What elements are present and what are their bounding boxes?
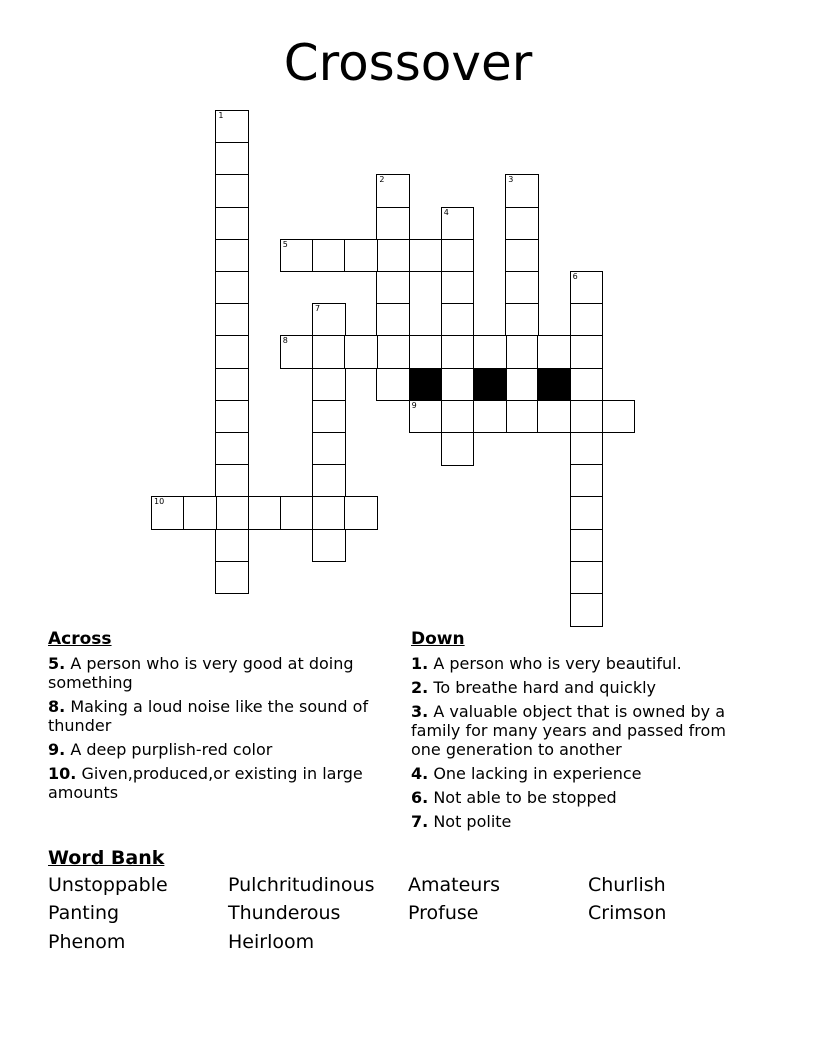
grid-cell[interactable] (441, 368, 475, 402)
grid-cell[interactable] (473, 335, 507, 369)
grid-cell[interactable] (409, 400, 443, 434)
grid-cell[interactable] (376, 239, 410, 273)
grid-cell[interactable] (376, 303, 410, 337)
grid-cell[interactable] (280, 239, 314, 273)
grid-cell[interactable] (312, 432, 346, 466)
black-cell (473, 368, 507, 402)
clue-across-10: 10. Given,produced,or existing in large amounts (48, 764, 363, 802)
grid-cell[interactable] (441, 271, 475, 305)
grid-cell[interactable] (376, 368, 410, 402)
grid-cell[interactable] (183, 496, 217, 530)
grid-cell[interactable] (344, 335, 378, 369)
grid-cell[interactable] (215, 496, 249, 530)
grid-cell[interactable] (280, 496, 314, 530)
grid-cell[interactable] (505, 271, 539, 305)
grid-cell[interactable] (151, 496, 185, 530)
word-bank-item: Heirloom (228, 931, 315, 953)
clue-number: 2 (379, 175, 385, 185)
grid-cell[interactable] (215, 400, 249, 434)
grid-cell[interactable] (376, 271, 410, 305)
word-bank-item: Panting (48, 902, 120, 924)
clue-number: 3 (508, 175, 514, 185)
grid-cell[interactable] (215, 174, 249, 208)
clue-number: 10 (154, 497, 165, 507)
grid-cell[interactable] (312, 529, 346, 563)
grid-cell[interactable] (570, 593, 604, 627)
grid-cell[interactable] (215, 207, 249, 241)
down-clues (411, 628, 756, 836)
grid-cell[interactable] (570, 464, 604, 498)
grid-cell[interactable] (312, 239, 346, 273)
word-bank-item: Thunderous (228, 902, 341, 924)
clue-across-5: 5. A person who is very good at doing something (48, 654, 354, 692)
grid-cell[interactable] (376, 174, 410, 208)
grid-cell[interactable] (376, 335, 410, 369)
across-heading: Across (48, 629, 112, 649)
clue-across-9: 9. A deep purplish-red color (48, 740, 273, 759)
grid-cell[interactable] (215, 561, 249, 595)
word-bank-item: Phenom (48, 931, 126, 953)
grid-cell[interactable] (441, 400, 475, 434)
word-bank-title: Word Bank (48, 847, 165, 869)
word-bank-item: Profuse (408, 902, 479, 924)
grid-cell[interactable] (570, 400, 604, 434)
grid-cell[interactable] (312, 303, 346, 337)
clue-down-4: 4. One lacking in experience (411, 764, 642, 783)
grid-cell[interactable] (344, 496, 378, 530)
puzzle-title: Crossover (283, 34, 533, 92)
clue-number: 4 (443, 207, 449, 217)
grid-cell[interactable] (570, 432, 604, 466)
grid-cell[interactable] (473, 400, 507, 434)
grid-cell[interactable] (215, 239, 249, 273)
word-bank-item: Unstoppable (48, 874, 168, 896)
black-cell (409, 368, 443, 402)
clue-down-7: 7. Not polite (411, 812, 512, 831)
grid-cell[interactable] (441, 432, 475, 466)
grid-cell[interactable] (570, 271, 604, 305)
clue-number: 1 (218, 111, 224, 120)
clue-number: 9 (411, 400, 417, 410)
grid-cell[interactable] (505, 335, 539, 369)
grid-cell[interactable] (441, 335, 475, 369)
grid-cell[interactable] (215, 464, 249, 498)
grid-cell[interactable] (248, 496, 282, 530)
grid-cell[interactable] (312, 464, 346, 498)
grid-cell[interactable] (409, 239, 443, 273)
clue-down-3: 3. A valuable object that is owned by a family for many years and passed from one generation to another (411, 702, 726, 759)
grid-cell[interactable] (441, 239, 475, 273)
grid-cell[interactable] (376, 207, 410, 241)
clue-number: 8 (282, 336, 288, 346)
grid-cell[interactable] (441, 303, 475, 337)
grid-cell[interactable] (570, 561, 604, 595)
grid-cell[interactable] (409, 335, 443, 369)
word-bank-item: Pulchritudinous (228, 874, 375, 896)
clue-number: 6 (572, 272, 578, 281)
grid-cell[interactable] (215, 529, 249, 563)
grid-cell[interactable] (441, 207, 475, 241)
grid-cell[interactable] (312, 335, 346, 369)
grid-cell[interactable] (505, 400, 539, 434)
grid-cell[interactable] (215, 368, 249, 402)
grid-cell[interactable] (505, 207, 539, 241)
grid-cell[interactable] (537, 335, 571, 369)
clue-down-2: 2. To breathe hard and quickly (411, 678, 657, 697)
across-clues (48, 628, 388, 807)
grid-cell[interactable] (570, 529, 604, 563)
clue-down-1: 1. A person who is very beautiful. (411, 654, 682, 673)
word-bank-item: Crimson (588, 902, 667, 924)
clue-down-6: 6. Not able to be stopped (411, 788, 617, 807)
grid-cell[interactable] (570, 335, 604, 369)
grid-cell[interactable] (215, 432, 249, 466)
grid-cell[interactable] (537, 400, 571, 434)
grid-cell[interactable] (215, 142, 249, 176)
grid-cell[interactable] (344, 239, 378, 273)
clue-across-8: 8. Making a loud noise like the sound of thunder (48, 697, 369, 735)
grid-cell[interactable] (570, 368, 604, 402)
grid-cell[interactable] (312, 400, 346, 434)
word-bank-item: Amateurs (408, 874, 501, 896)
grid-cell[interactable] (280, 335, 314, 369)
clue-number: 5 (282, 239, 288, 249)
grid-cell[interactable] (505, 303, 539, 337)
grid-cell[interactable] (215, 271, 249, 305)
grid-cell[interactable] (505, 174, 539, 208)
grid-cell[interactable] (602, 400, 636, 434)
grid-cell[interactable] (505, 239, 539, 273)
down-heading: Down (411, 629, 465, 649)
grid-cell[interactable] (312, 496, 346, 530)
clue-number: 7 (315, 304, 321, 314)
grid-cell[interactable] (570, 496, 604, 530)
grid-cell[interactable] (570, 303, 604, 337)
grid-cell[interactable] (215, 110, 249, 144)
black-cell (537, 368, 571, 402)
grid-cell[interactable] (215, 303, 249, 337)
grid-cell[interactable] (312, 368, 346, 402)
grid-cell[interactable] (215, 335, 249, 369)
grid-cell[interactable] (505, 368, 539, 402)
word-bank-item: Churlish (588, 874, 666, 896)
